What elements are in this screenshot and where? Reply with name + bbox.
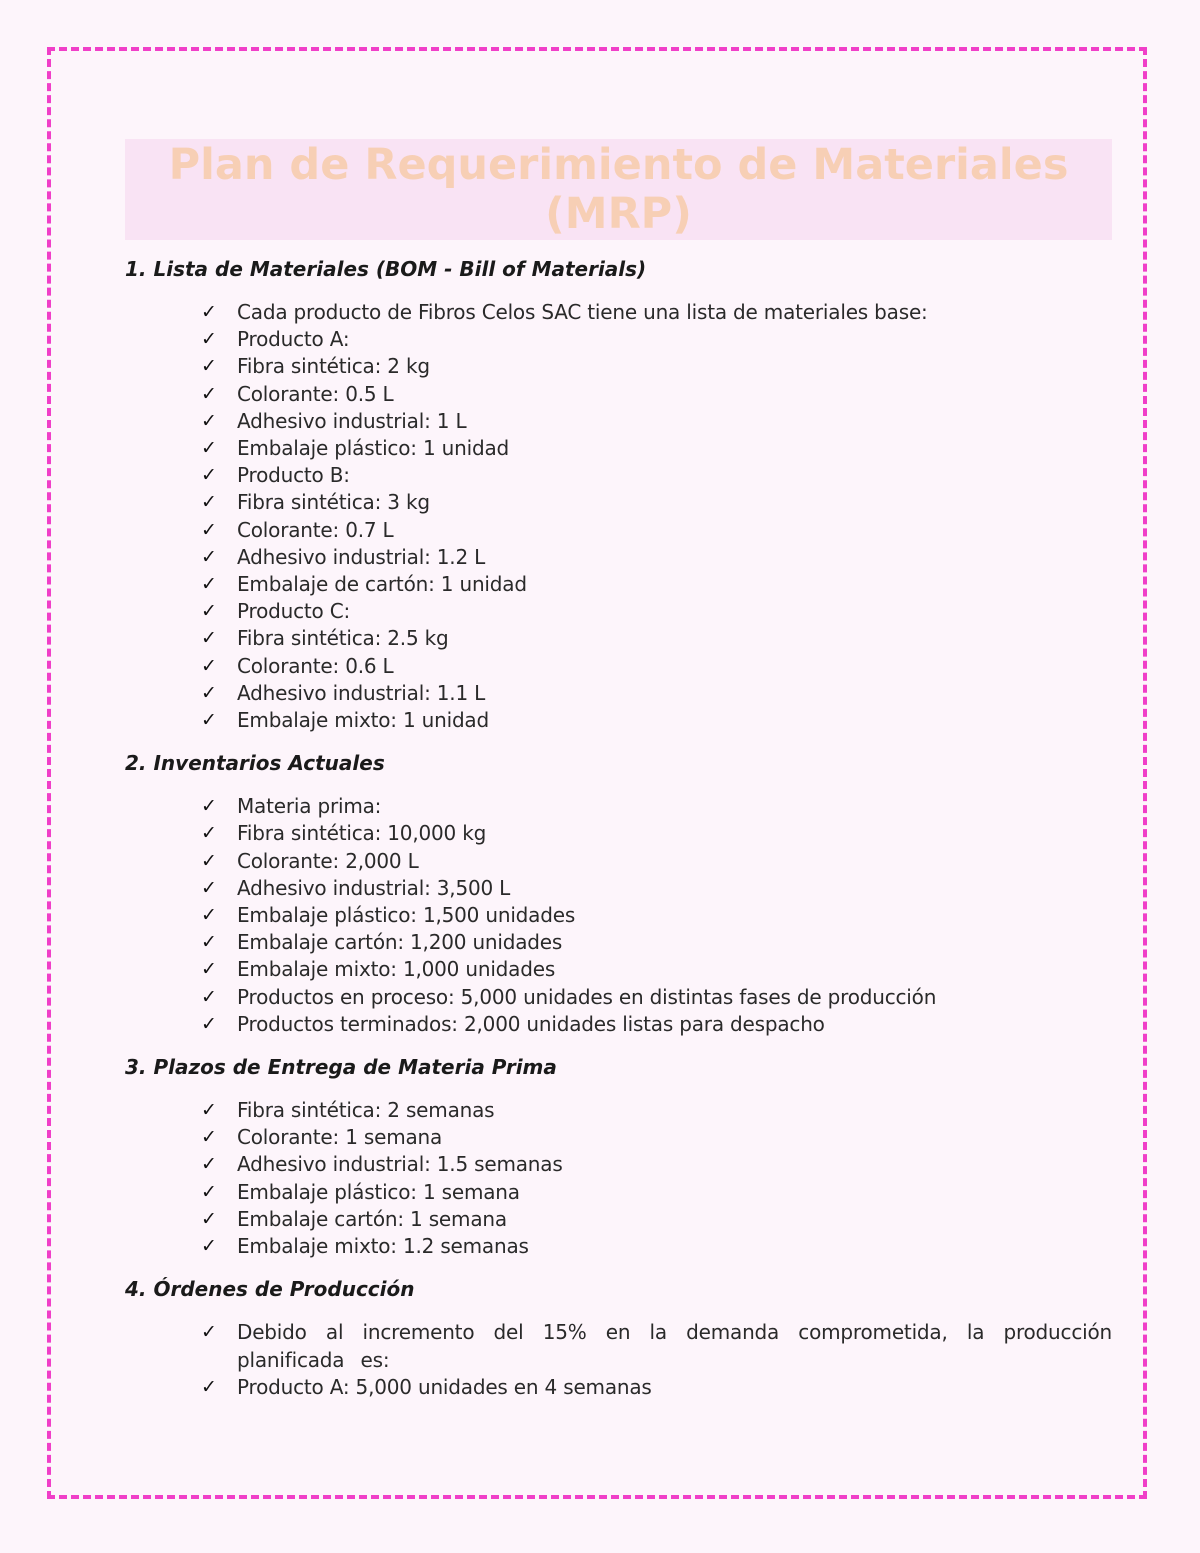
check-icon: ✓ (201, 822, 217, 845)
checklist (125, 299, 1112, 734)
list-item (201, 1179, 1112, 1206)
list-item (201, 875, 1112, 902)
list-item (201, 299, 1112, 326)
list-item-text: Adhesivo industrial: 1 L (237, 408, 467, 433)
list-item-text: Fibra sintética: 2.5 kg (237, 626, 449, 651)
check-icon: ✓ (201, 627, 217, 650)
list-item (201, 1233, 1112, 1260)
check-icon: ✓ (201, 1099, 217, 1122)
list-item (201, 848, 1112, 875)
list-item (201, 489, 1112, 516)
check-icon: ✓ (201, 491, 217, 514)
list-item-text: Fibra sintética: 10,000 kg (237, 821, 487, 846)
list-item-text: Fibra sintética: 2 semanas (237, 1098, 495, 1123)
list-item (201, 381, 1112, 408)
list-item (201, 1151, 1112, 1178)
list-item (201, 544, 1112, 571)
check-icon: ✓ (201, 573, 217, 596)
list-item (201, 1206, 1112, 1233)
check-icon: ✓ (201, 464, 217, 487)
check-icon: ✓ (201, 795, 217, 818)
list-item-text: Producto A: (237, 327, 350, 352)
section-bom (125, 256, 1112, 734)
list-item (201, 625, 1112, 652)
check-icon: ✓ (201, 654, 217, 677)
document-title: Plan de Requerimiento de Materiales (MRP) (125, 139, 1112, 240)
list-item (201, 1011, 1112, 1038)
list-item-text: Embalaje cartón: 1 semana (237, 1206, 507, 1231)
list-item (201, 680, 1112, 707)
list-item-text: Embalaje mixto: 1,000 unidades (237, 957, 556, 982)
list-item (201, 707, 1112, 734)
check-icon: ✓ (201, 1012, 217, 1035)
check-icon: ✓ (201, 437, 217, 460)
check-icon: ✓ (201, 301, 217, 323)
list-item (201, 517, 1112, 544)
check-icon: ✓ (201, 1207, 217, 1230)
list-item-text: Embalaje plástico: 1 unidad (237, 436, 509, 461)
list-item-text: Producto B: (237, 463, 350, 488)
list-item-text: Adhesivo industrial: 1.2 L (237, 544, 486, 569)
list-item (201, 1097, 1112, 1124)
document-content (125, 139, 1112, 1401)
section-plazos (125, 1054, 1112, 1260)
section-ordenes (125, 1276, 1112, 1401)
list-item-text: Colorante: 0.5 L (237, 381, 394, 406)
check-icon: ✓ (201, 545, 217, 568)
list-item (201, 1319, 1112, 1373)
list-item-text: Debido al incremento del 15% en la demanda comprometida, la producción planificada es: (237, 1320, 1112, 1372)
list-item (201, 462, 1112, 489)
list-item-text: Productos terminados: 2,000 unidades listas para despacho (237, 1011, 825, 1036)
checklist (125, 1097, 1112, 1260)
section-heading: 2. Inventarios Actuales (125, 751, 385, 776)
list-item-text: Producto C: (237, 599, 351, 624)
section-heading: 3. Plazos de Entrega de Materia Prima (125, 1055, 557, 1080)
check-icon: ✓ (201, 709, 217, 732)
list-item (201, 1124, 1112, 1151)
list-item (201, 435, 1112, 462)
check-icon: ✓ (201, 409, 217, 432)
list-item-text: Colorante: 0.6 L (237, 653, 394, 678)
list-item (201, 653, 1112, 680)
checklist (125, 793, 1112, 1038)
check-icon: ✓ (201, 1180, 217, 1203)
check-icon: ✓ (201, 382, 217, 405)
list-item-text: Colorante: 2,000 L (237, 848, 419, 873)
section-inventarios (125, 750, 1112, 1038)
list-item-text: Adhesivo industrial: 3,500 L (237, 875, 511, 900)
list-item-text: Embalaje mixto: 1 unidad (237, 708, 489, 733)
check-icon: ✓ (201, 876, 217, 899)
list-item-text: Fibra sintética: 3 kg (237, 490, 430, 515)
check-icon: ✓ (201, 1126, 217, 1149)
check-icon: ✓ (201, 931, 217, 954)
check-icon: ✓ (201, 1153, 217, 1176)
check-icon: ✓ (201, 681, 217, 704)
list-item-text: Colorante: 1 semana (237, 1125, 443, 1150)
list-item (201, 571, 1112, 598)
list-item-text: Embalaje cartón: 1,200 unidades (237, 930, 563, 955)
list-item (201, 820, 1112, 847)
check-icon: ✓ (201, 518, 217, 541)
check-icon: ✓ (201, 328, 217, 351)
list-item-text: Embalaje de cartón: 1 unidad (237, 572, 527, 597)
check-icon: ✓ (201, 985, 217, 1008)
list-item-text: Colorante: 0.7 L (237, 517, 394, 542)
list-item (201, 984, 1112, 1011)
list-item (201, 326, 1112, 353)
list-item-text: Adhesivo industrial: 1.1 L (237, 680, 486, 705)
check-icon: ✓ (201, 600, 217, 623)
list-item (201, 598, 1112, 625)
list-item (201, 902, 1112, 929)
list-item (201, 1374, 1112, 1401)
section-heading: 1. Lista de Materiales (BOM - Bill of Materials) (125, 257, 647, 281)
check-icon: ✓ (201, 849, 217, 872)
list-item-text: Embalaje plástico: 1,500 unidades (237, 903, 576, 928)
list-item-text: Embalaje mixto: 1.2 semanas (237, 1234, 529, 1259)
check-icon: ✓ (201, 1375, 217, 1398)
check-icon: ✓ (201, 904, 217, 927)
list-item-text: Embalaje plástico: 1 semana (237, 1179, 520, 1204)
list-item-text: Fibra sintética: 2 kg (237, 354, 430, 379)
list-item (201, 793, 1112, 820)
list-item-text: Producto A: 5,000 unidades en 4 semanas (237, 1374, 652, 1399)
checklist (125, 1319, 1112, 1401)
list-item (201, 956, 1112, 983)
list-item (201, 408, 1112, 435)
list-item-text: Materia prima: (237, 794, 382, 819)
list-item-text: Cada producto de Fibros Celos SAC tiene una lista de materiales base: (237, 300, 928, 324)
list-item (201, 353, 1112, 380)
check-icon: ✓ (201, 958, 217, 981)
list-item (201, 929, 1112, 956)
section-heading: 4. Órdenes de Producción (125, 1277, 415, 1302)
check-icon: ✓ (201, 1235, 217, 1258)
check-icon: ✓ (201, 355, 217, 378)
list-item-text: Adhesivo industrial: 1.5 semanas (237, 1152, 563, 1177)
list-item-text: Productos en proceso: 5,000 unidades en distintas fases de producción (237, 984, 937, 1009)
check-icon: ✓ (201, 1321, 217, 1344)
